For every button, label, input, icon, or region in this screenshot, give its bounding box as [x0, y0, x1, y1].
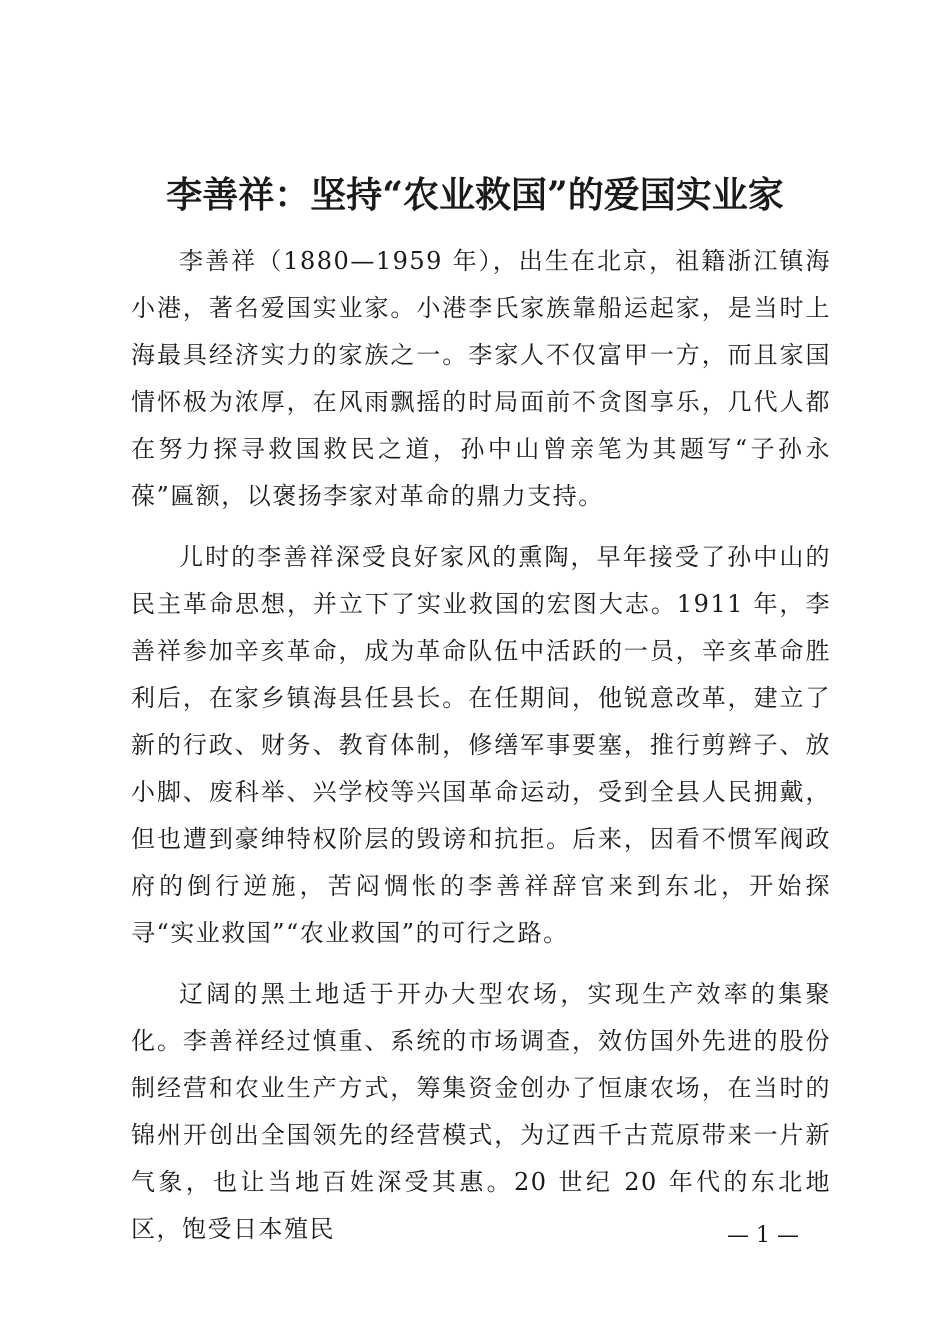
- paragraph-2: 儿时的李善祥深受良好家风的熏陶，早年接受了孙中山的民主革命思想，并立下了实业救国的宏图大志。1911 年，李善祥参加辛亥革命，成为革命队伍中活跃的一员，辛亥革命胜利后，在家乡镇海县任县长。在任期间，他锐意改革，建立了新的行政、财务、教育体制，修缮军事要塞，推行剪辫子、放小脚、废科举、兴学校等兴国革命运动，受到全县人民拥戴，但也遭到豪绅特权阶层的毁谤和抗拒。后来，因看不惯军阀政府的倒行逆施，苦闷惆怅的李善祥辞官来到东北，开始探寻“实业救国”“农业救国”的可行之路。: [131, 543, 831, 947]
- paragraph-3: 辽阔的黑土地适于开办大型农场，实现生产效率的集聚化。李善祥经过慎重、系统的市场调查，效仿国外先进的股份制经营和农业生产方式，筹集资金创办了恒康农场，在当时的锦州开创出全国领先的经营模式，为辽西千古荒原带来一片新气象，也让当地百姓深受其惠。20 世纪 20 年代的东北地区，饱受日本殖民: [131, 980, 831, 1243]
- document-title: 李善祥：坚持“农业救国”的爱国实业家: [166, 174, 784, 216]
- document-body: [131, 238, 831, 1253]
- paragraph-1: 李善祥（1880—1959 年），出生在北京，祖籍浙江镇海小港，著名爱国实业家。小港李氏家族靠船运起家，是当时上海最具经济实力的家族之一。李家人不仅富甲一方，而且家国情怀极为浓厚，在风雨飘摇的时局面前不贪图享乐，几代人都在努力探寻救国救民之道，孙中山曾亲笔为其题写“子孙永葆”匾额，以褒扬李家对革命的鼎力支持。: [131, 247, 831, 510]
- page-number: — 1 —: [727, 1223, 799, 1248]
